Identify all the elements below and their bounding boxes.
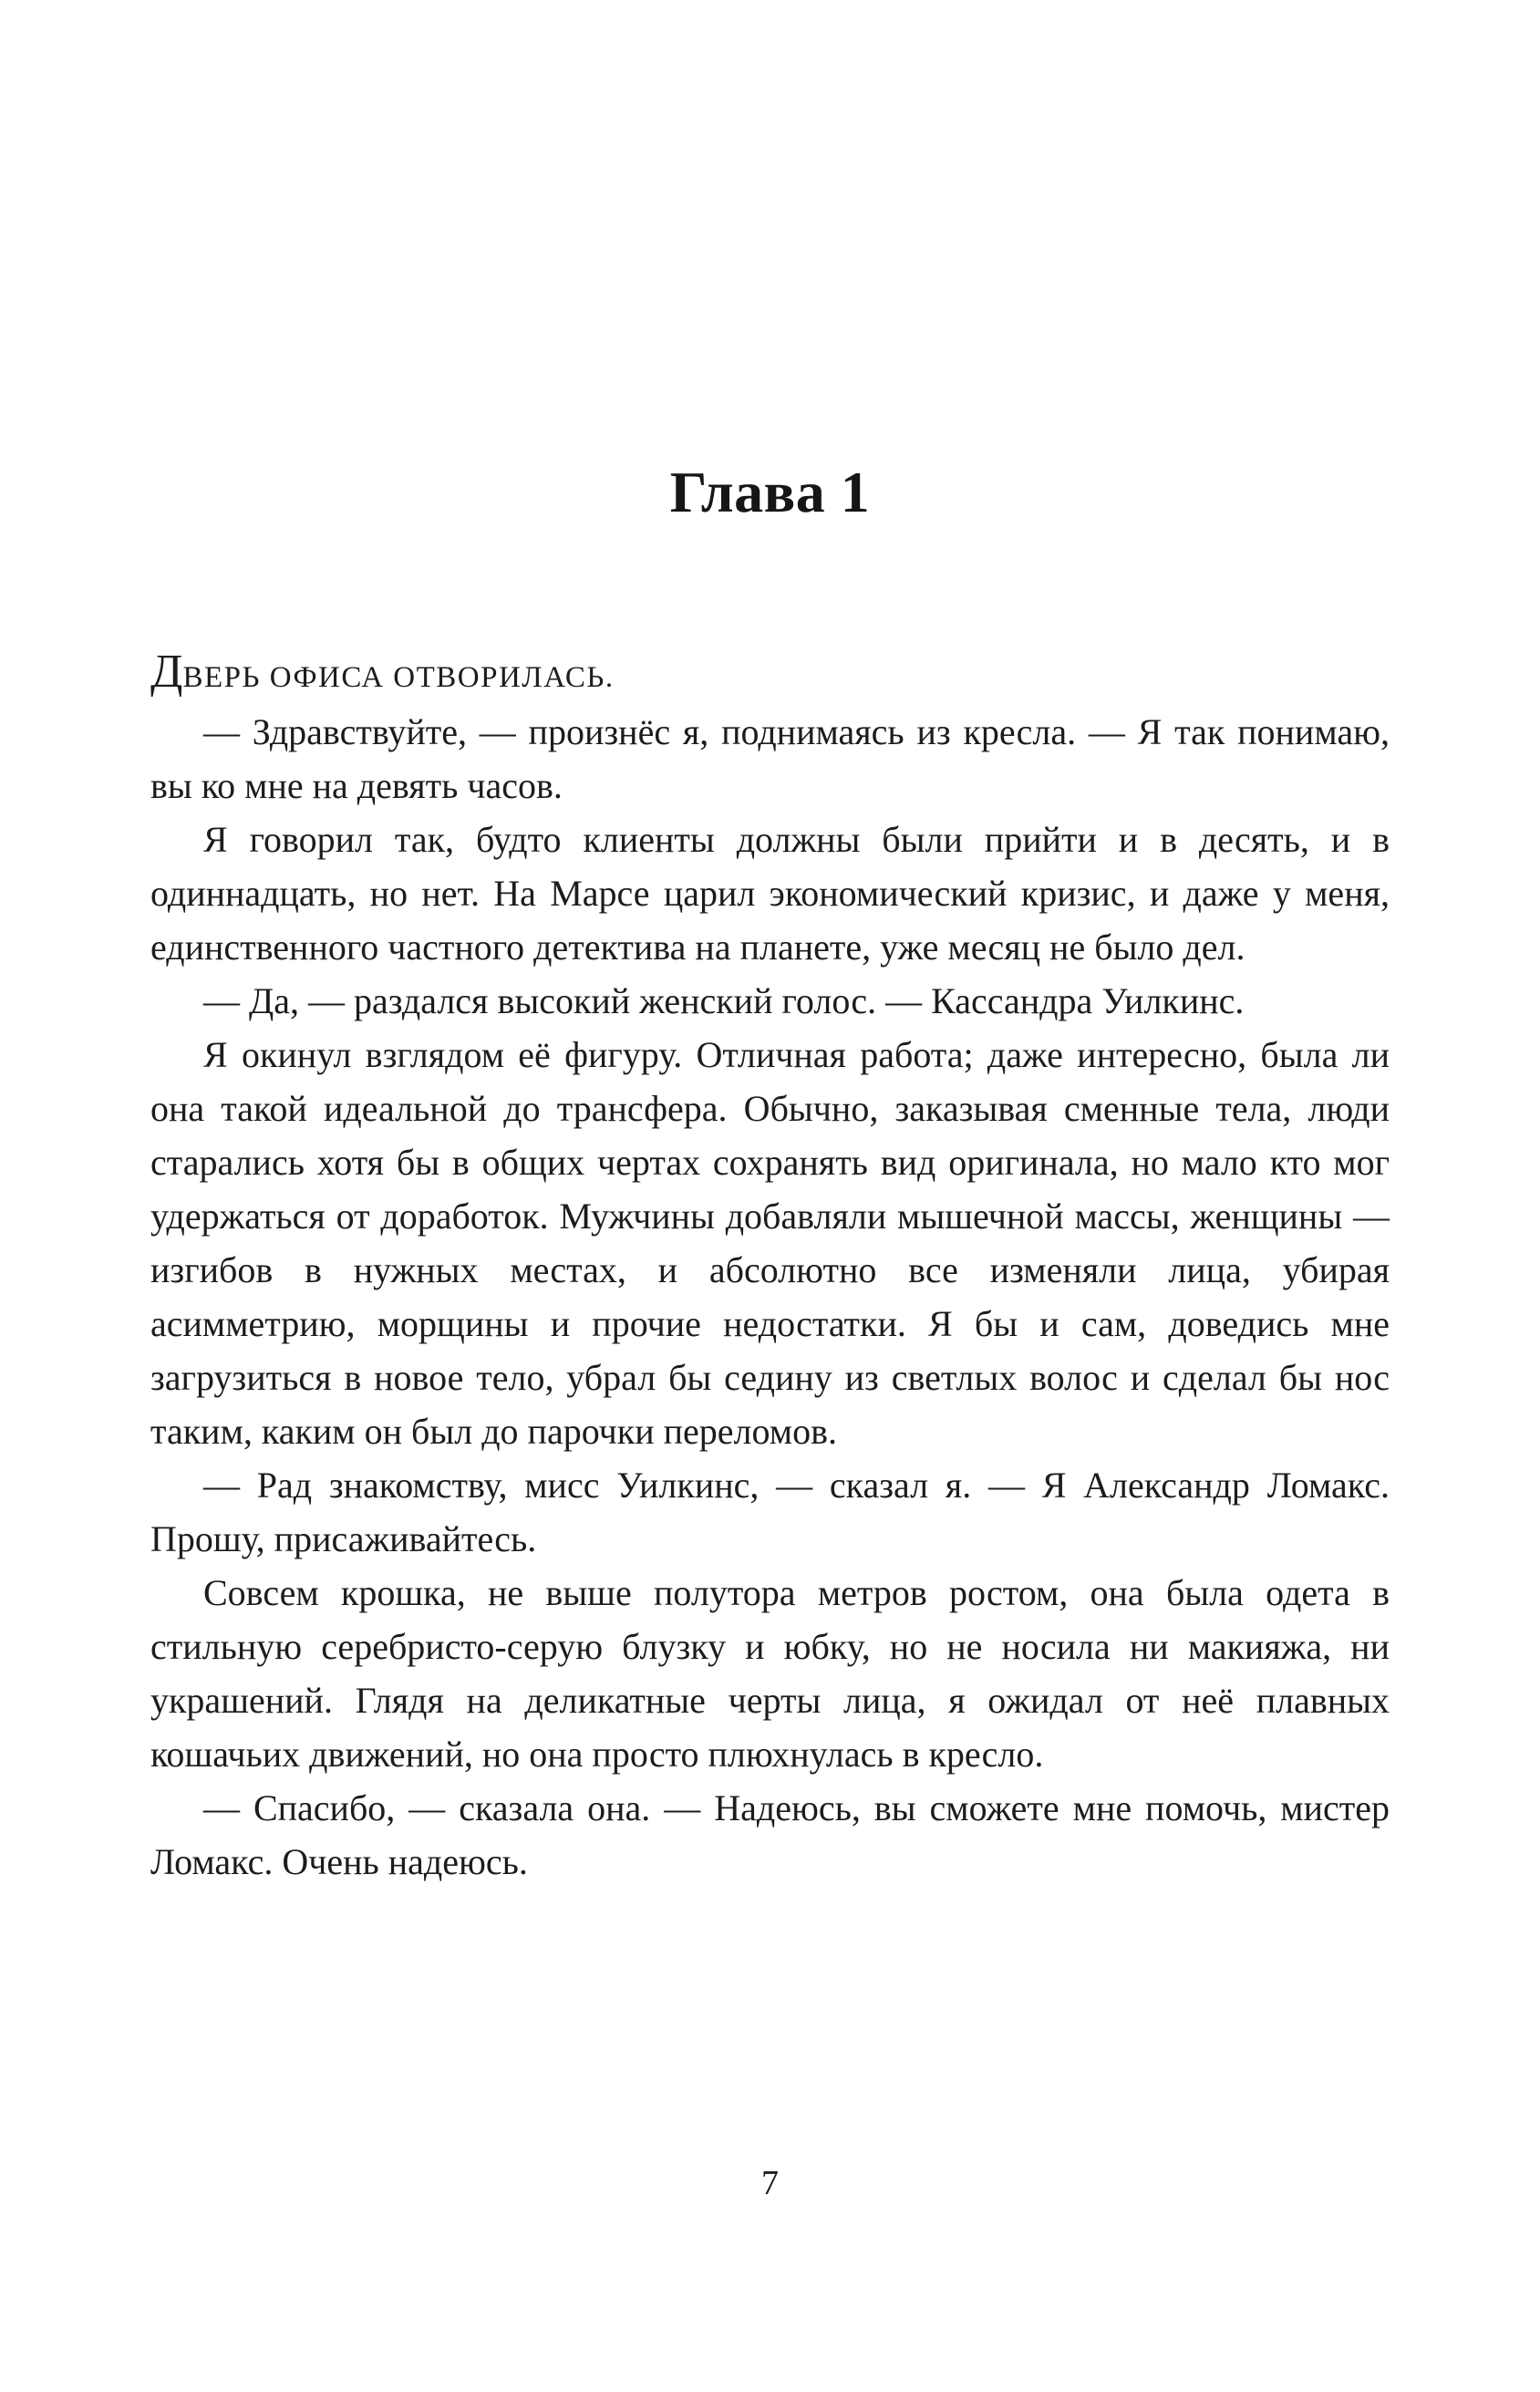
paragraph: — Здравствуйте, — произнёс я, поднимаясь из кресла. — Я так понимаю, вы ко мне на девять часов. — [150, 711, 1390, 807]
opening-small-caps: ВЕРЬ ОФИСА ОТВОРИЛАСЬ. — [182, 661, 615, 695]
page-body — [150, 647, 1390, 1889]
chapter-title: Глава 1 — [669, 460, 871, 524]
opening-paragraph — [150, 647, 1390, 705]
paragraph: — Да, — раздался высокий женский голос. — Кассандра Уилкинс. — [203, 980, 1245, 1022]
paragraph: Совсем крошка, не выше полутора метров ростом, она была одета в стильную серебристо-серую блузку и юбку, но не носила ни макияжа, ни украшений. Глядя на деликатные черты лица, я ожидал от неё плавных кошачьих движений, но она просто плюхнулась в кресло. — [150, 1572, 1390, 1776]
paragraph: — Спасибо, — сказала она. — Надеюсь, вы сможете мне помочь, мистер Ломакс. Очень надеюсь. — [150, 1787, 1390, 1883]
paragraph: Я окинул взглядом её фигуру. Отличная работа; даже интересно, была ли она такой идеальной до трансфера. Обычно, заказывая сменные тела, люди старались хотя бы в общих чертах сохранять вид оригинала, но мало кто мог удержаться от доработок. Мужчины добавляли мышечной массы, женщины — изгибов в нужных местах, и абсолютно все изменяли лица, убирая асимметрию, морщины и прочие недостатки. Я бы и сам, доведись мне загрузиться в новое тело, убрал бы седину из светлых волос и сделал бы нос таким, каким он был до парочки переломов. — [150, 1034, 1390, 1453]
paragraph: Я говорил так, будто клиенты должны были прийти и в десять, и в одиннадцать, но нет. На Марсе царил экономический кризис, и даже у меня, единственного частного детектива на планете, уже месяц не было дел. — [150, 819, 1390, 968]
page-number: 7 — [761, 2164, 779, 2202]
page-content — [150, 0, 1390, 1889]
drop-cap: Д — [150, 646, 183, 699]
paragraph: — Рад знакомству, мисс Уилкинс, — сказал я. — Я Александр Ломакс. Прошу, присаживайтесь. — [150, 1465, 1390, 1560]
